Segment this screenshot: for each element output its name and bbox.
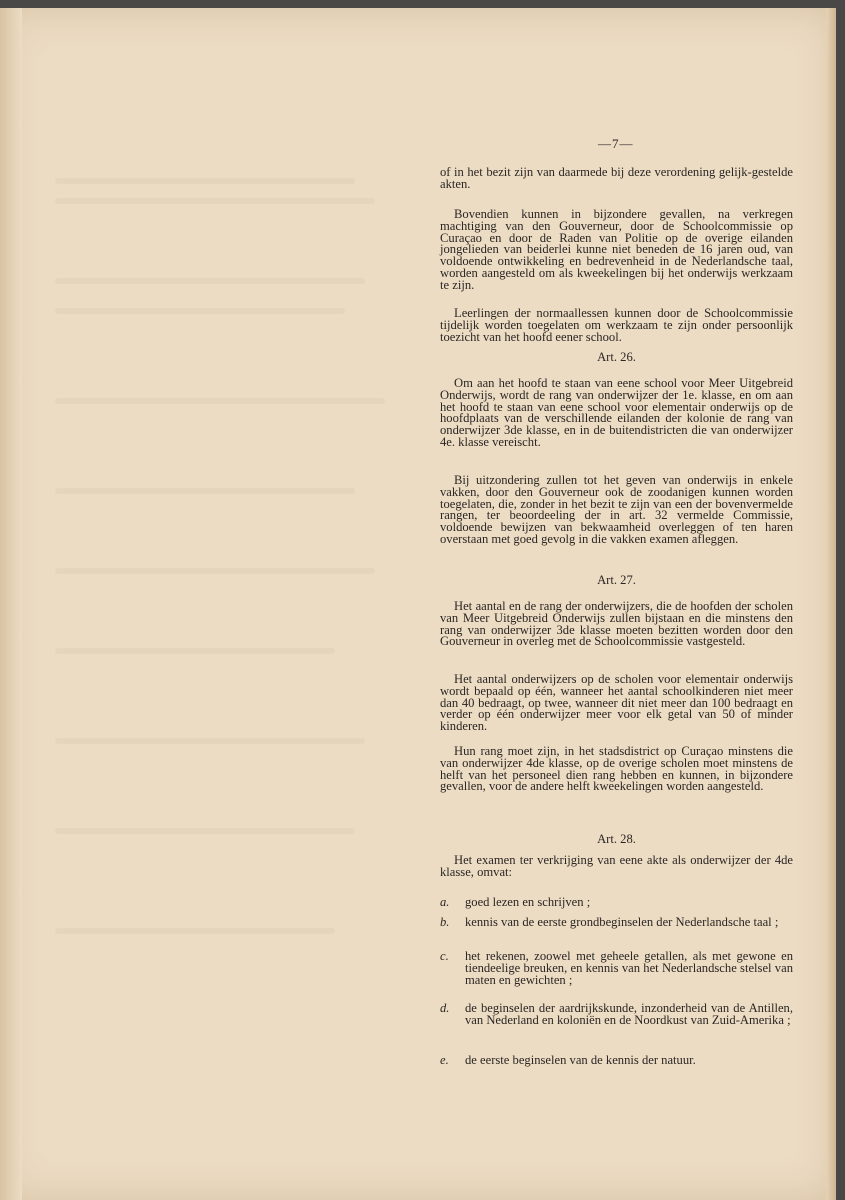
page-right-edge [826, 8, 836, 1200]
paragraph: Het examen ter verkrijging van eene akte als onderwijzer der 4de klasse, omvat: [440, 853, 793, 879]
list-text: goed lezen en schrijven ; [465, 895, 591, 909]
list-text: kennis van de eerste grondbeginselen der Nederlandsche taal ; [465, 915, 779, 929]
bleed-through-line [55, 648, 335, 654]
bleed-through-line [55, 928, 335, 934]
bleed-through-line [55, 738, 365, 744]
paragraph: Leerlingen der normaallessen kunnen door de Schoolcommissie tijdelijk worden toegelaten om werkzaam te zijn onder persoonlijk toezicht van het hoofd eener school. [440, 306, 793, 344]
paragraph-continuation: of in het bezit zijn van daarmede bij deze verordening gelijk-gestelde akten. [440, 165, 793, 191]
bleed-through-line [55, 308, 345, 314]
article-heading-27: Art. 27. [597, 573, 636, 587]
list-marker: b. [440, 915, 450, 929]
page-number: —7— [598, 136, 634, 151]
list-marker: e. [440, 1053, 449, 1067]
list-marker: c. [440, 949, 449, 963]
bleed-through-line [55, 178, 355, 184]
page-binding-edge [0, 8, 22, 1200]
paragraph: Om aan het hoofd te staan van eene school voor Meer Uitgebreid Onderwijs, wordt de rang van onderwijzer der 1e. klasse, en om aan het hoofd te staan van eene school voor elementair onderwijs op de hoofdplaats van de verschillende eilanden der kolonie de rang van onderwijzer 3de klasse, en in de buitendistricten die van onderwijzer 4e. klasse vereischt. [440, 376, 793, 449]
list-text: de beginselen der aardrijkskunde, inzonderheid van de Antillen, van Nederland en koloniën en de Noordkust van Zuid-Amerika ; [465, 1001, 793, 1027]
list-text: de eerste beginselen van de kennis der natuur. [465, 1053, 696, 1067]
paragraph: Bij uitzondering zullen tot het geven van onderwijs in enkele vakken, door den Gouverneur ook de zoodanigen kunnen worden toegelaten, die, zonder in het bezit te zijn van een der bovenvermelde rangen, ter beoordeeling der in art. 32 vermelde Commissie, voldoende bewijzen van bekwaamheid overleggen of ten haren overstaan met goed gevolg in die vakken examen afleggen. [440, 473, 793, 546]
bleed-through-line [55, 568, 375, 574]
bleed-through-line [55, 488, 355, 494]
list-marker: d. [440, 1001, 450, 1015]
article-heading-28: Art. 28. [597, 832, 636, 846]
bleed-through-line [55, 398, 385, 404]
paragraph: Hun rang moet zijn, in het stadsdistrict op Curaçao minstens die van onderwijzer 4de klasse, op de overige scholen moet minstens de helft van het personeel dien rang hebben en kunnen, in bijzondere gevallen, voor de andere helft kweekelingen worden aangesteld. [440, 744, 793, 794]
article-heading-26: Art. 26. [597, 350, 636, 364]
list-marker: a. [440, 895, 450, 909]
paragraph: Het aantal en de rang der onderwijzers, die de hoofden der scholen van Meer Uitgebreid Onderwijs zullen bijstaan en die minstens den rang van onderwijzer 3de klasse moeten bezitten worden door den Gouverneur in overleg met de Schoolcommissie vastgesteld. [440, 599, 793, 649]
list-text: het rekenen, zoowel met geheele getallen, als met gewone en tiendeelige breuken, en kennis van het Nederlandsche stelsel van maten en gewichten ; [465, 949, 793, 987]
bleed-through-line [55, 198, 375, 204]
paragraph: Bovendien kunnen in bijzondere gevallen, na verkregen machtiging van den Gouverneur, door de Schoolcommissie op Curaçao en door de Raden van Politie op de overige eilanden jongelieden van beiderlei kunne niet beneden de 16 jaren oud, van voldoende ontwikkeling en bedrevenheid in de Nederlandsche taal, worden aangesteld om als kweekelingen bij het onderwijs werkzaam te zijn. [440, 207, 793, 292]
bleed-through-line [55, 278, 365, 284]
paragraph: Het aantal onderwijzers op de scholen voor elementair onderwijs wordt bepaald op één, wanneer het aantal schoolkinderen niet meer dan 40 bedraagt, op twee, wanneer dit niet meer dan 100 bedraagt en verder op één onderwijzer meer voor elk getal van 50 of minder kinderen. [440, 672, 793, 734]
bleed-through-line [55, 828, 355, 834]
